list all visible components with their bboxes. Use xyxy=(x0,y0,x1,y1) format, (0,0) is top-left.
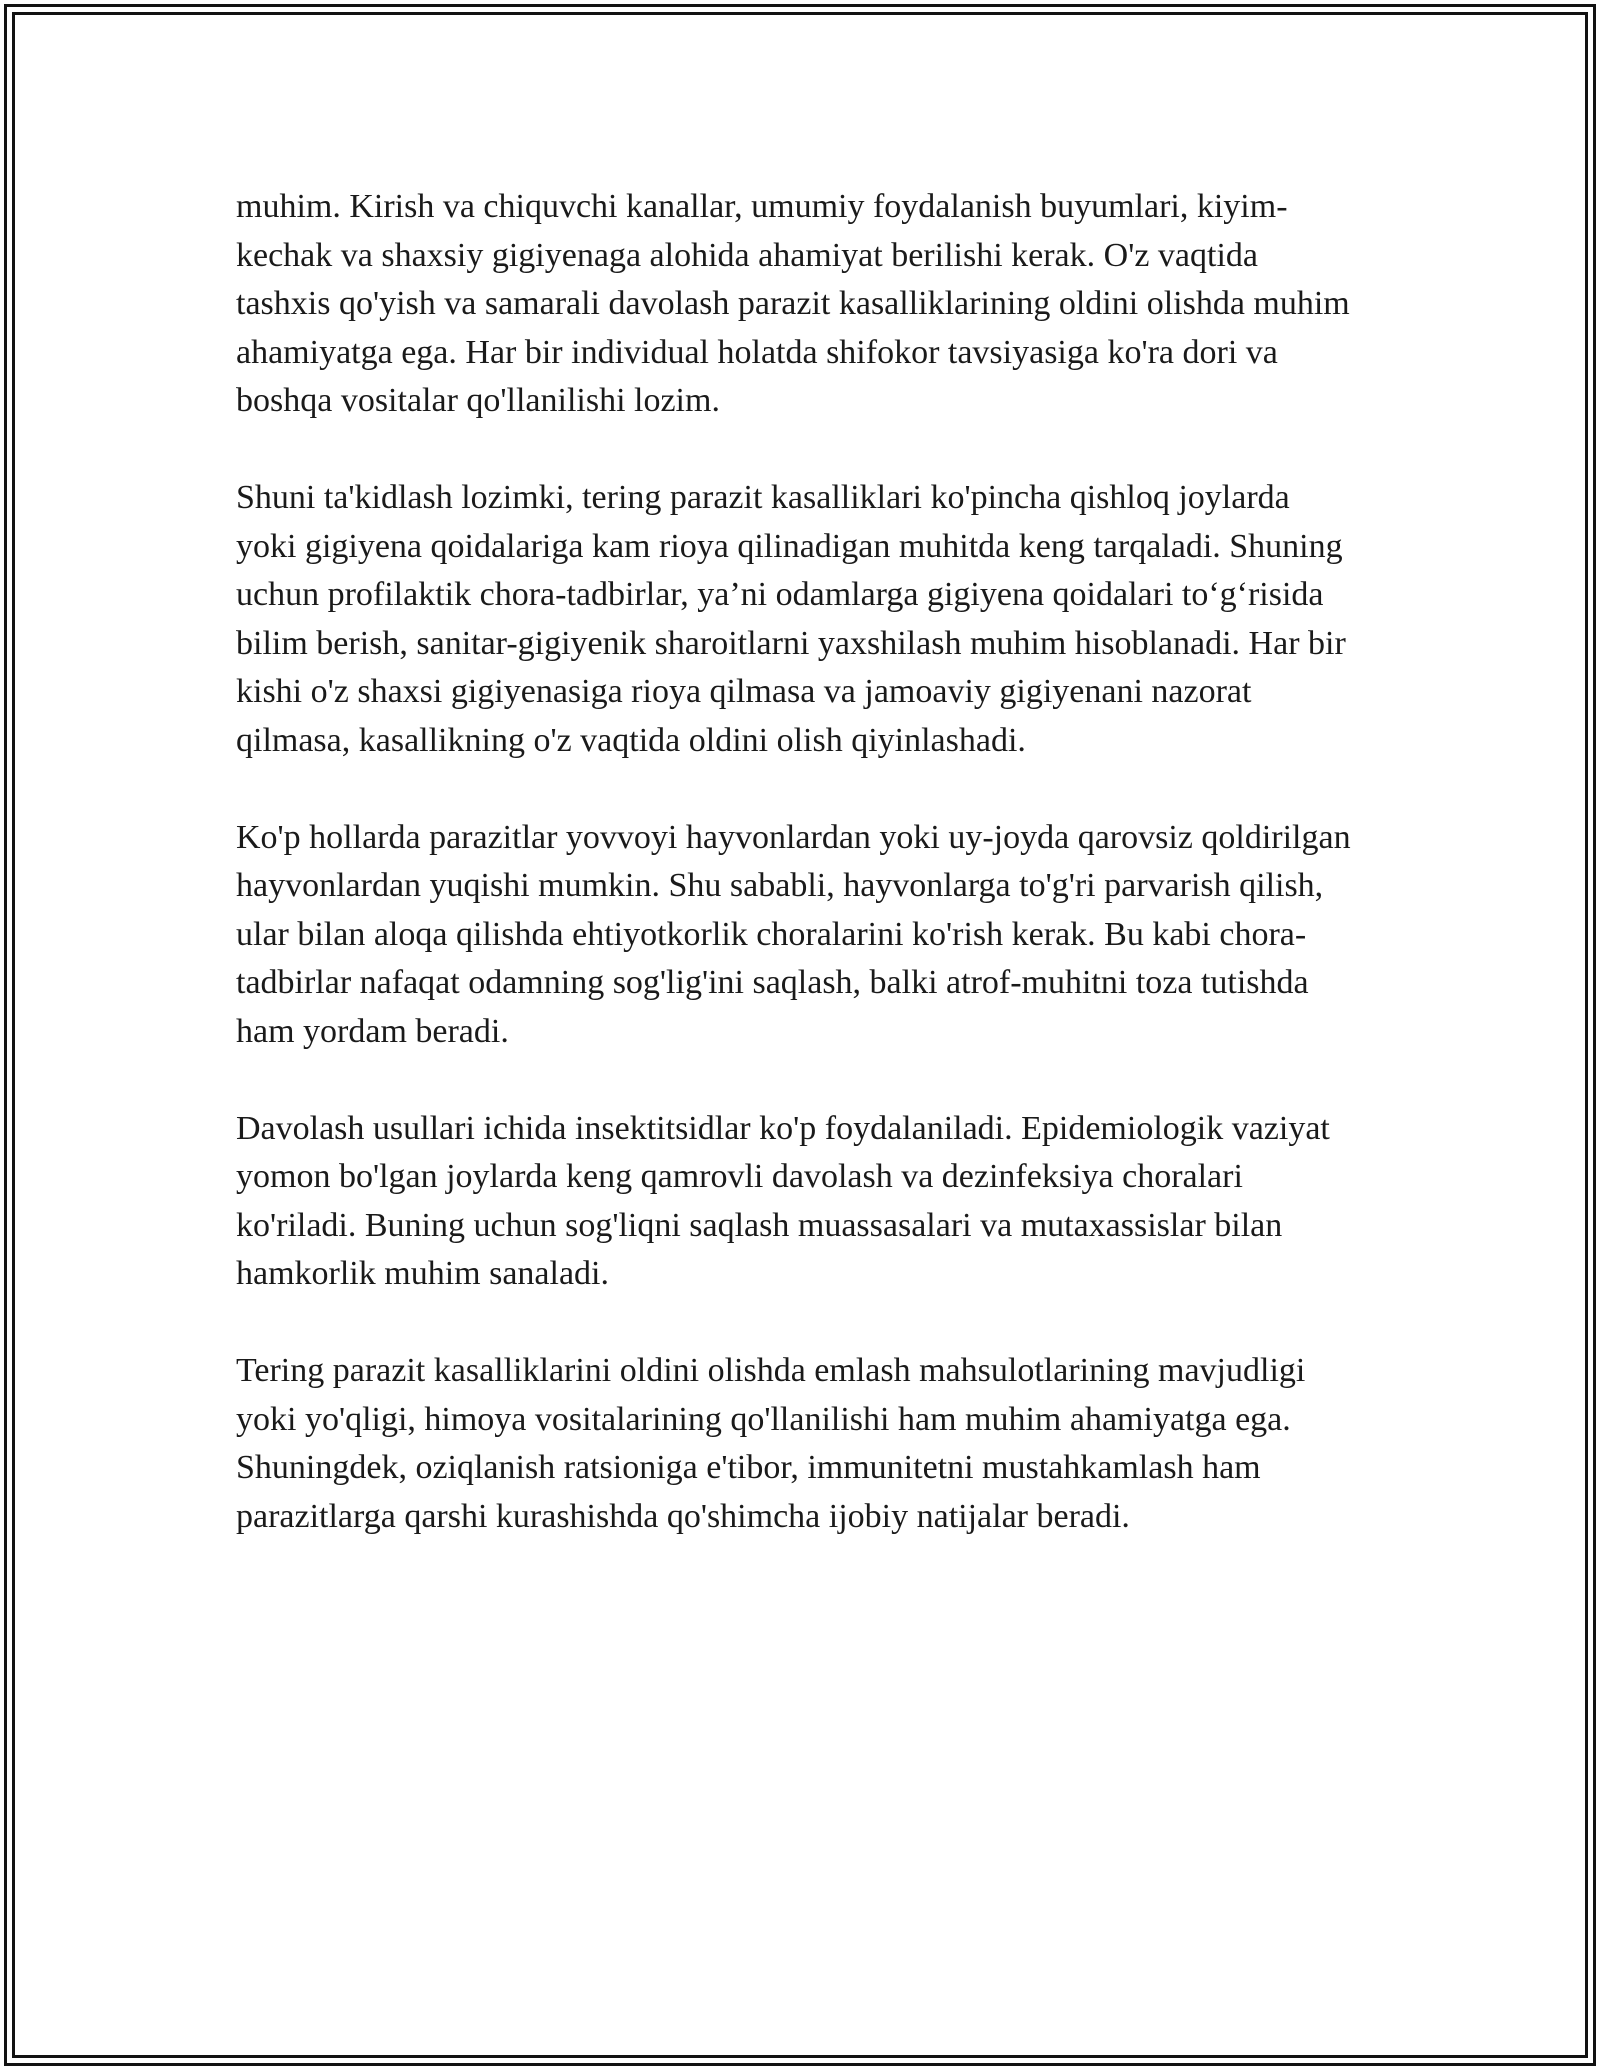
paragraph-5: Tering parazit kasalliklarini oldini olishda emlash mahsulotlarining mavjudligi yoki yo'qligi, himoya vositalarining qo'llanilishi ham muhim ahamiyatga ega. Shuningdek, oziqlanish ratsioniga e'tibor, immunitetni mustahkamlash ham parazitlarga qarshi kurashishda qo'shimcha ijobiy natijalar beradi. xyxy=(236,1352,1306,1535)
paragraph-1: muhim. Kirish va chiquvchi kanallar, umumiy foydalanish buyumlari, kiyim-kechak va shaxsiy gigiyenaga alohida ahamiyat berilishi kerak. O'z vaqtida tashxis qo'yish va samarali davolash parazit kasalliklarining oldini olishda muhim ahamiyatga ega. Har bir individual holatda shifokor tavsiyasiga ko'ra dori va boshqa vositalar qo'llanilishi lozim. xyxy=(236,188,1350,419)
paragraph-2: Shuni ta'kidlash lozimki, tering parazit kasalliklari ko'pincha qishloq joylarda yoki gigiyena qoidalariga kam rioya qilinadigan muhitda keng tarqaladi. Shuning uchun profilaktik chora-tadbirlar, ya’ni odamlarga gigiyena qoidalari to‘g‘risida bilim berish, sanitar-gigiyenik sharoitlarni yaxshilash muhim hisoblanadi. Har bir kishi o'z shaxsi gigiyenasiga rioya qilmasa va jamoaviy gigiyenani nazorat qilmasa, kasallikning o'z vaqtida oldini olish qiyinlashadi. xyxy=(236,479,1346,759)
document-body xyxy=(236,183,1356,1590)
paragraph-3: Ko'p hollarda parazitlar yovvoyi hayvonlardan yoki uy-joyda qarovsiz qoldirilgan hayvonlardan yuqishi mumkin. Shu sababli, hayvonlarga to'g'ri parvarish qilish, ular bilan aloqa qilishda ehtiyotkorlik choralarini ko'rish kerak. Bu kabi chora-tadbirlar nafaqat odamning sog'lig'ini saqlash, balki atrof-muhitni toza tutishda ham yordam beradi. xyxy=(236,818,1351,1050)
paragraph-4: Davolash usullari ichida insektitsidlar ko'p foydalaniladi. Epidemiologik vaziyat yomon bo'lgan joylarda keng qamrovli davolash va dezinfeksiya choralari ko'riladi. Buning uchun sog'liqni saqlash muassasalari va mutaxassislar bilan hamkorlik muhim sanaladi. xyxy=(236,1109,1330,1292)
